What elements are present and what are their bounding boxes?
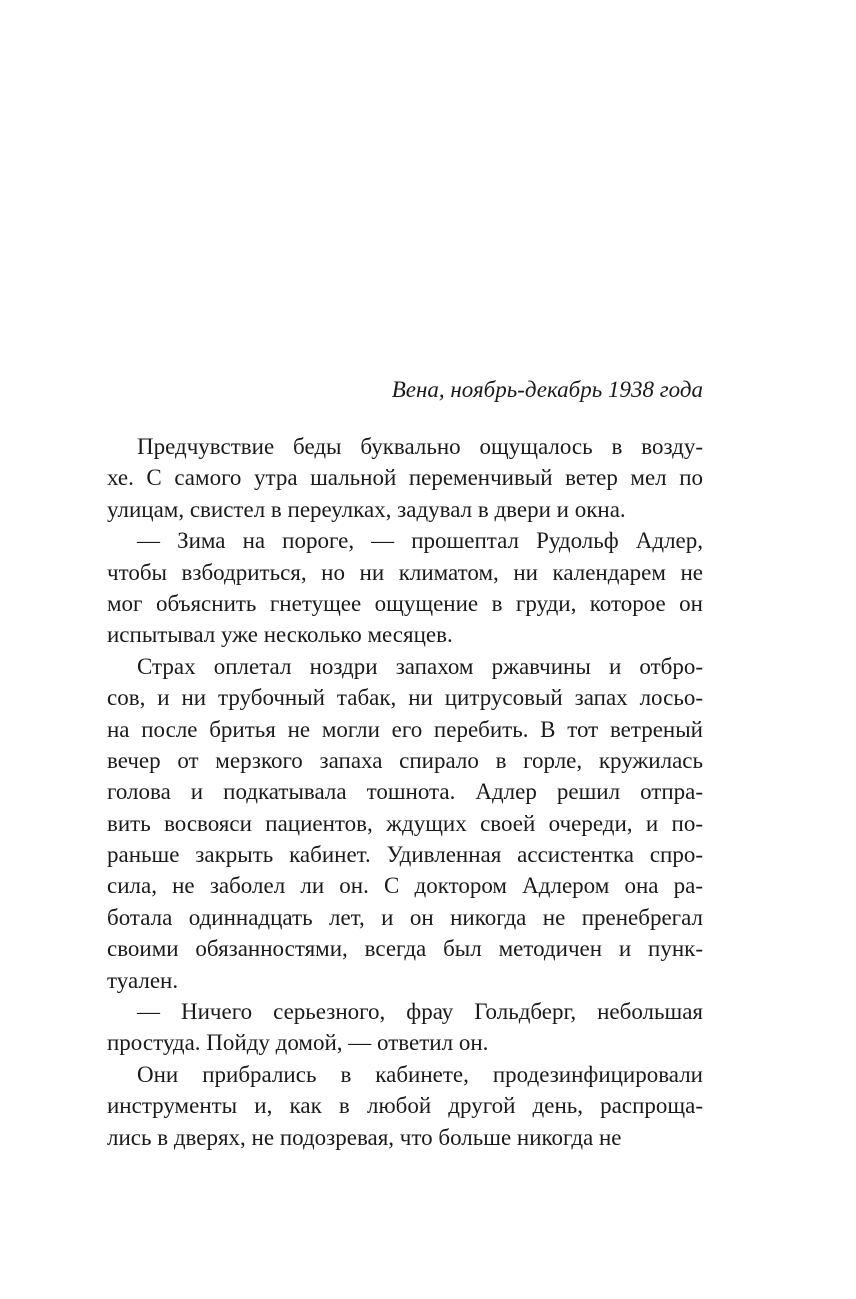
text-line: Предчувствие беды буквально ощущалось в возду- xyxy=(137,434,703,459)
text-line: испытывал уже несколько месяцев. xyxy=(107,622,453,648)
text-line: голова и подкатывала тошнота. Адлер решил отпра- xyxy=(107,779,703,805)
text-line: вечер от мерзкого запаха спирало в горле, кружилась xyxy=(107,747,703,773)
paragraph xyxy=(107,651,703,996)
text-line: ботала одиннадцать лет, и он никогда не пренебрегал xyxy=(107,904,703,930)
text-line: простуда. Пойду домой, — ответил он. xyxy=(107,1030,489,1056)
text-line: сила, не заболел ли он. С доктором Адлером она ра- xyxy=(107,873,703,899)
text-line: — Ничего серьезного, фрау Гольдберг, небольшая xyxy=(137,999,703,1025)
text-line: инструменты и, как в любой другой день, распроща- xyxy=(107,1093,703,1119)
paragraph xyxy=(107,525,703,651)
text-line: хе. С самого утра шальной переменчивый ветер мел по xyxy=(107,465,703,491)
text-line: мог объяснить гнетущее ощущение в груди, которое он xyxy=(107,590,703,616)
epigraph: Вена, ноябрь-декабрь 1938 года xyxy=(391,377,703,402)
text-line: чтобы взбодриться, но ни климатом, ни календарем не xyxy=(107,559,703,585)
text-line: — Зима на пороге, — прошептал Рудольф Адлер, xyxy=(137,528,703,554)
text-line: сов, и ни трубочный табак, ни цитрусовый запах лосьо- xyxy=(107,685,703,711)
text-line: раньше закрыть кабинет. Удивленная ассистентка спро- xyxy=(107,842,703,868)
text-line: на после бритья не могли его перебить. В тот ветреный xyxy=(107,716,703,742)
text-line: туален. xyxy=(107,967,179,993)
text-line: Страх оплетал ноздри запахом ржавчины и отбро- xyxy=(137,653,703,679)
paragraph xyxy=(107,1059,703,1153)
text-line: лись в дверях, не подозревая, что больше никогда не xyxy=(107,1124,622,1150)
text-line: своими обязанностями, всегда был методичен и пунк- xyxy=(107,936,703,962)
text-line: Они прибрались в кабинете, продезинфицировали xyxy=(137,1061,703,1087)
body-text xyxy=(107,431,703,1153)
text-line: улицам, свистел в переулках, задувал в двери и окна. xyxy=(107,496,626,522)
paragraph xyxy=(107,431,703,525)
paragraph xyxy=(107,996,703,1059)
text-line: вить восвояси пациентов, ждущих своей очереди, и по- xyxy=(107,810,703,836)
